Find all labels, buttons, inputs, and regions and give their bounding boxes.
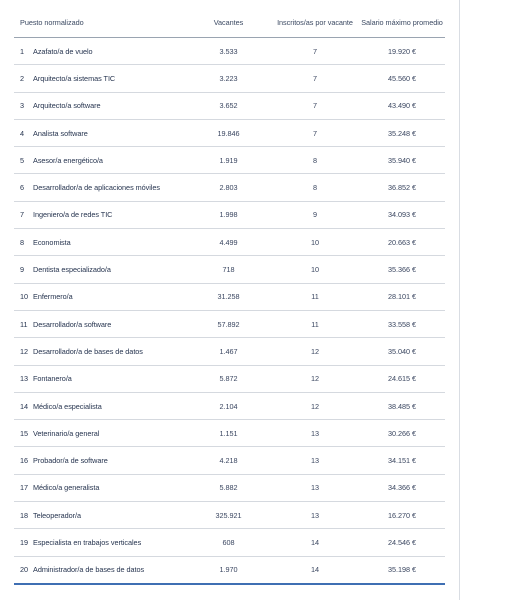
row-rank: 8	[20, 237, 25, 247]
row-rank: 18	[20, 510, 29, 520]
cell-vacantes: 19.846	[186, 119, 271, 146]
cell-puesto	[14, 147, 186, 174]
cell-vacantes: 2.104	[186, 392, 271, 419]
jobs-salary-table	[14, 7, 445, 585]
table-row	[14, 310, 445, 337]
table-row	[14, 201, 445, 228]
cell-vacantes: 325.921	[186, 502, 271, 529]
table-row	[14, 338, 445, 365]
cell-inscritos: 13	[271, 447, 359, 474]
cell-salario: 20.663 €	[359, 229, 445, 256]
row-rank: 1	[20, 46, 25, 56]
cell-puesto	[14, 119, 186, 146]
cell-inscritos: 8	[271, 174, 359, 201]
cell-vacantes: 5.882	[186, 474, 271, 501]
row-rank: 5	[20, 155, 25, 165]
cell-inscritos: 7	[271, 38, 359, 65]
cell-puesto	[14, 283, 186, 310]
cell-inscritos: 7	[271, 92, 359, 119]
cell-puesto	[14, 502, 186, 529]
job-title: Teleoperador/a	[33, 510, 81, 520]
job-title: Arquitecto/a sistemas TIC	[33, 73, 116, 83]
cell-puesto	[14, 174, 186, 201]
job-title: Probador/a de software	[33, 456, 108, 466]
job-title: Arquitecto/a software	[33, 101, 101, 111]
page-border	[459, 0, 460, 600]
table-row	[14, 420, 445, 447]
cell-vacantes: 3.652	[186, 92, 271, 119]
cell-inscritos: 12	[271, 365, 359, 392]
cell-salario: 43.490 €	[359, 92, 445, 119]
job-title: Desarrollador/a de aplicaciones móviles	[33, 183, 161, 193]
header-inscritos: Inscritos/as por vacante	[271, 7, 359, 38]
job-title: Médico/a especialista	[33, 401, 102, 411]
row-rank: 16	[20, 456, 29, 466]
cell-salario: 30.266 €	[359, 420, 445, 447]
table-row	[14, 474, 445, 501]
table-row	[14, 392, 445, 419]
table-row	[14, 38, 445, 65]
cell-puesto	[14, 529, 186, 556]
cell-salario: 36.852 €	[359, 174, 445, 201]
cell-inscritos: 14	[271, 529, 359, 556]
row-rank: 14	[20, 401, 29, 411]
cell-inscritos: 10	[271, 256, 359, 283]
cell-salario: 33.558 €	[359, 310, 445, 337]
cell-puesto	[14, 310, 186, 337]
cell-vacantes: 1.998	[186, 201, 271, 228]
cell-puesto	[14, 92, 186, 119]
cell-inscritos: 13	[271, 474, 359, 501]
cell-salario: 35.366 €	[359, 256, 445, 283]
cell-puesto	[14, 474, 186, 501]
table-row	[14, 256, 445, 283]
table-row	[14, 283, 445, 310]
row-rank: 15	[20, 428, 29, 438]
table-row	[14, 229, 445, 256]
header-salario: Salario máximo promedio	[359, 7, 445, 38]
cell-salario: 24.615 €	[359, 365, 445, 392]
row-rank: 10	[20, 292, 29, 302]
cell-puesto	[14, 365, 186, 392]
cell-vacantes: 1.151	[186, 420, 271, 447]
cell-salario: 38.485 €	[359, 392, 445, 419]
job-title: Ingeniero/a de redes TIC	[33, 210, 113, 220]
row-rank: 17	[20, 483, 29, 493]
row-rank: 12	[20, 346, 29, 356]
cell-vacantes: 2.803	[186, 174, 271, 201]
cell-salario: 34.366 €	[359, 474, 445, 501]
cell-salario: 28.101 €	[359, 283, 445, 310]
table-header-row	[14, 7, 445, 38]
cell-puesto	[14, 256, 186, 283]
row-rank: 19	[20, 537, 29, 547]
cell-salario: 16.270 €	[359, 502, 445, 529]
table-row	[14, 365, 445, 392]
table-row	[14, 502, 445, 529]
cell-puesto	[14, 338, 186, 365]
cell-puesto	[14, 201, 186, 228]
table-row	[14, 556, 445, 584]
job-title: Especialista en trabajos verticales	[33, 537, 142, 547]
cell-salario: 35.248 €	[359, 119, 445, 146]
cell-inscritos: 11	[271, 310, 359, 337]
cell-vacantes: 1.970	[186, 556, 271, 584]
table-row	[14, 147, 445, 174]
header-puesto: Puesto normalizado	[14, 7, 186, 38]
cell-inscritos: 8	[271, 147, 359, 174]
cell-salario: 19.920 €	[359, 38, 445, 65]
row-rank: 7	[20, 210, 25, 220]
cell-vacantes: 1.467	[186, 338, 271, 365]
cell-vacantes: 718	[186, 256, 271, 283]
row-rank: 4	[20, 128, 25, 138]
job-title: Economista	[33, 237, 71, 247]
job-title: Administrador/a de bases de datos	[33, 565, 145, 575]
cell-puesto	[14, 65, 186, 92]
job-title: Azafato/a de vuelo	[33, 46, 93, 56]
job-title: Veterinario/a general	[33, 428, 100, 438]
cell-salario: 35.940 €	[359, 147, 445, 174]
job-title: Dentista especializado/a	[33, 265, 111, 275]
cell-puesto	[14, 229, 186, 256]
cell-vacantes: 3.533	[186, 38, 271, 65]
cell-vacantes: 1.919	[186, 147, 271, 174]
job-title: Asesor/a energético/a	[33, 155, 103, 165]
table-row	[14, 447, 445, 474]
cell-inscritos: 10	[271, 229, 359, 256]
table-row	[14, 174, 445, 201]
table-row	[14, 529, 445, 556]
cell-inscritos: 9	[271, 201, 359, 228]
cell-salario: 45.560 €	[359, 65, 445, 92]
cell-vacantes: 5.872	[186, 365, 271, 392]
row-rank: 13	[20, 374, 29, 384]
cell-inscritos: 7	[271, 119, 359, 146]
cell-inscritos: 14	[271, 556, 359, 584]
cell-salario: 35.040 €	[359, 338, 445, 365]
cell-salario: 35.198 €	[359, 556, 445, 584]
cell-inscritos: 11	[271, 283, 359, 310]
job-title: Desarrollador/a software	[33, 319, 112, 329]
row-rank: 11	[20, 319, 28, 329]
cell-vacantes: 608	[186, 529, 271, 556]
header-vacantes: Vacantes	[186, 7, 271, 38]
row-rank: 3	[20, 101, 25, 111]
cell-vacantes: 4.499	[186, 229, 271, 256]
cell-vacantes: 31.258	[186, 283, 271, 310]
cell-salario: 34.151 €	[359, 447, 445, 474]
table-body	[14, 38, 445, 584]
cell-puesto	[14, 447, 186, 474]
cell-vacantes: 3.223	[186, 65, 271, 92]
job-title: Fontanero/a	[33, 374, 72, 384]
row-rank: 20	[20, 565, 29, 575]
cell-vacantes: 4.218	[186, 447, 271, 474]
cell-puesto	[14, 392, 186, 419]
table-row	[14, 119, 445, 146]
cell-inscritos: 13	[271, 420, 359, 447]
row-rank: 2	[20, 73, 25, 83]
cell-inscritos: 13	[271, 502, 359, 529]
row-rank: 6	[20, 183, 25, 193]
cell-inscritos: 12	[271, 392, 359, 419]
cell-puesto	[14, 420, 186, 447]
cell-puesto	[14, 556, 186, 584]
table-row	[14, 92, 445, 119]
job-title: Enfermero/a	[33, 292, 73, 302]
cell-puesto	[14, 38, 186, 65]
cell-salario: 34.093 €	[359, 201, 445, 228]
job-title: Médico/a generalista	[33, 483, 100, 493]
cell-vacantes: 57.892	[186, 310, 271, 337]
table-row	[14, 65, 445, 92]
cell-inscritos: 12	[271, 338, 359, 365]
cell-inscritos: 7	[271, 65, 359, 92]
job-title: Desarrollador/a de bases de datos	[33, 346, 143, 356]
cell-salario: 24.546 €	[359, 529, 445, 556]
row-rank: 9	[20, 265, 25, 275]
job-title: Analista software	[33, 128, 88, 138]
